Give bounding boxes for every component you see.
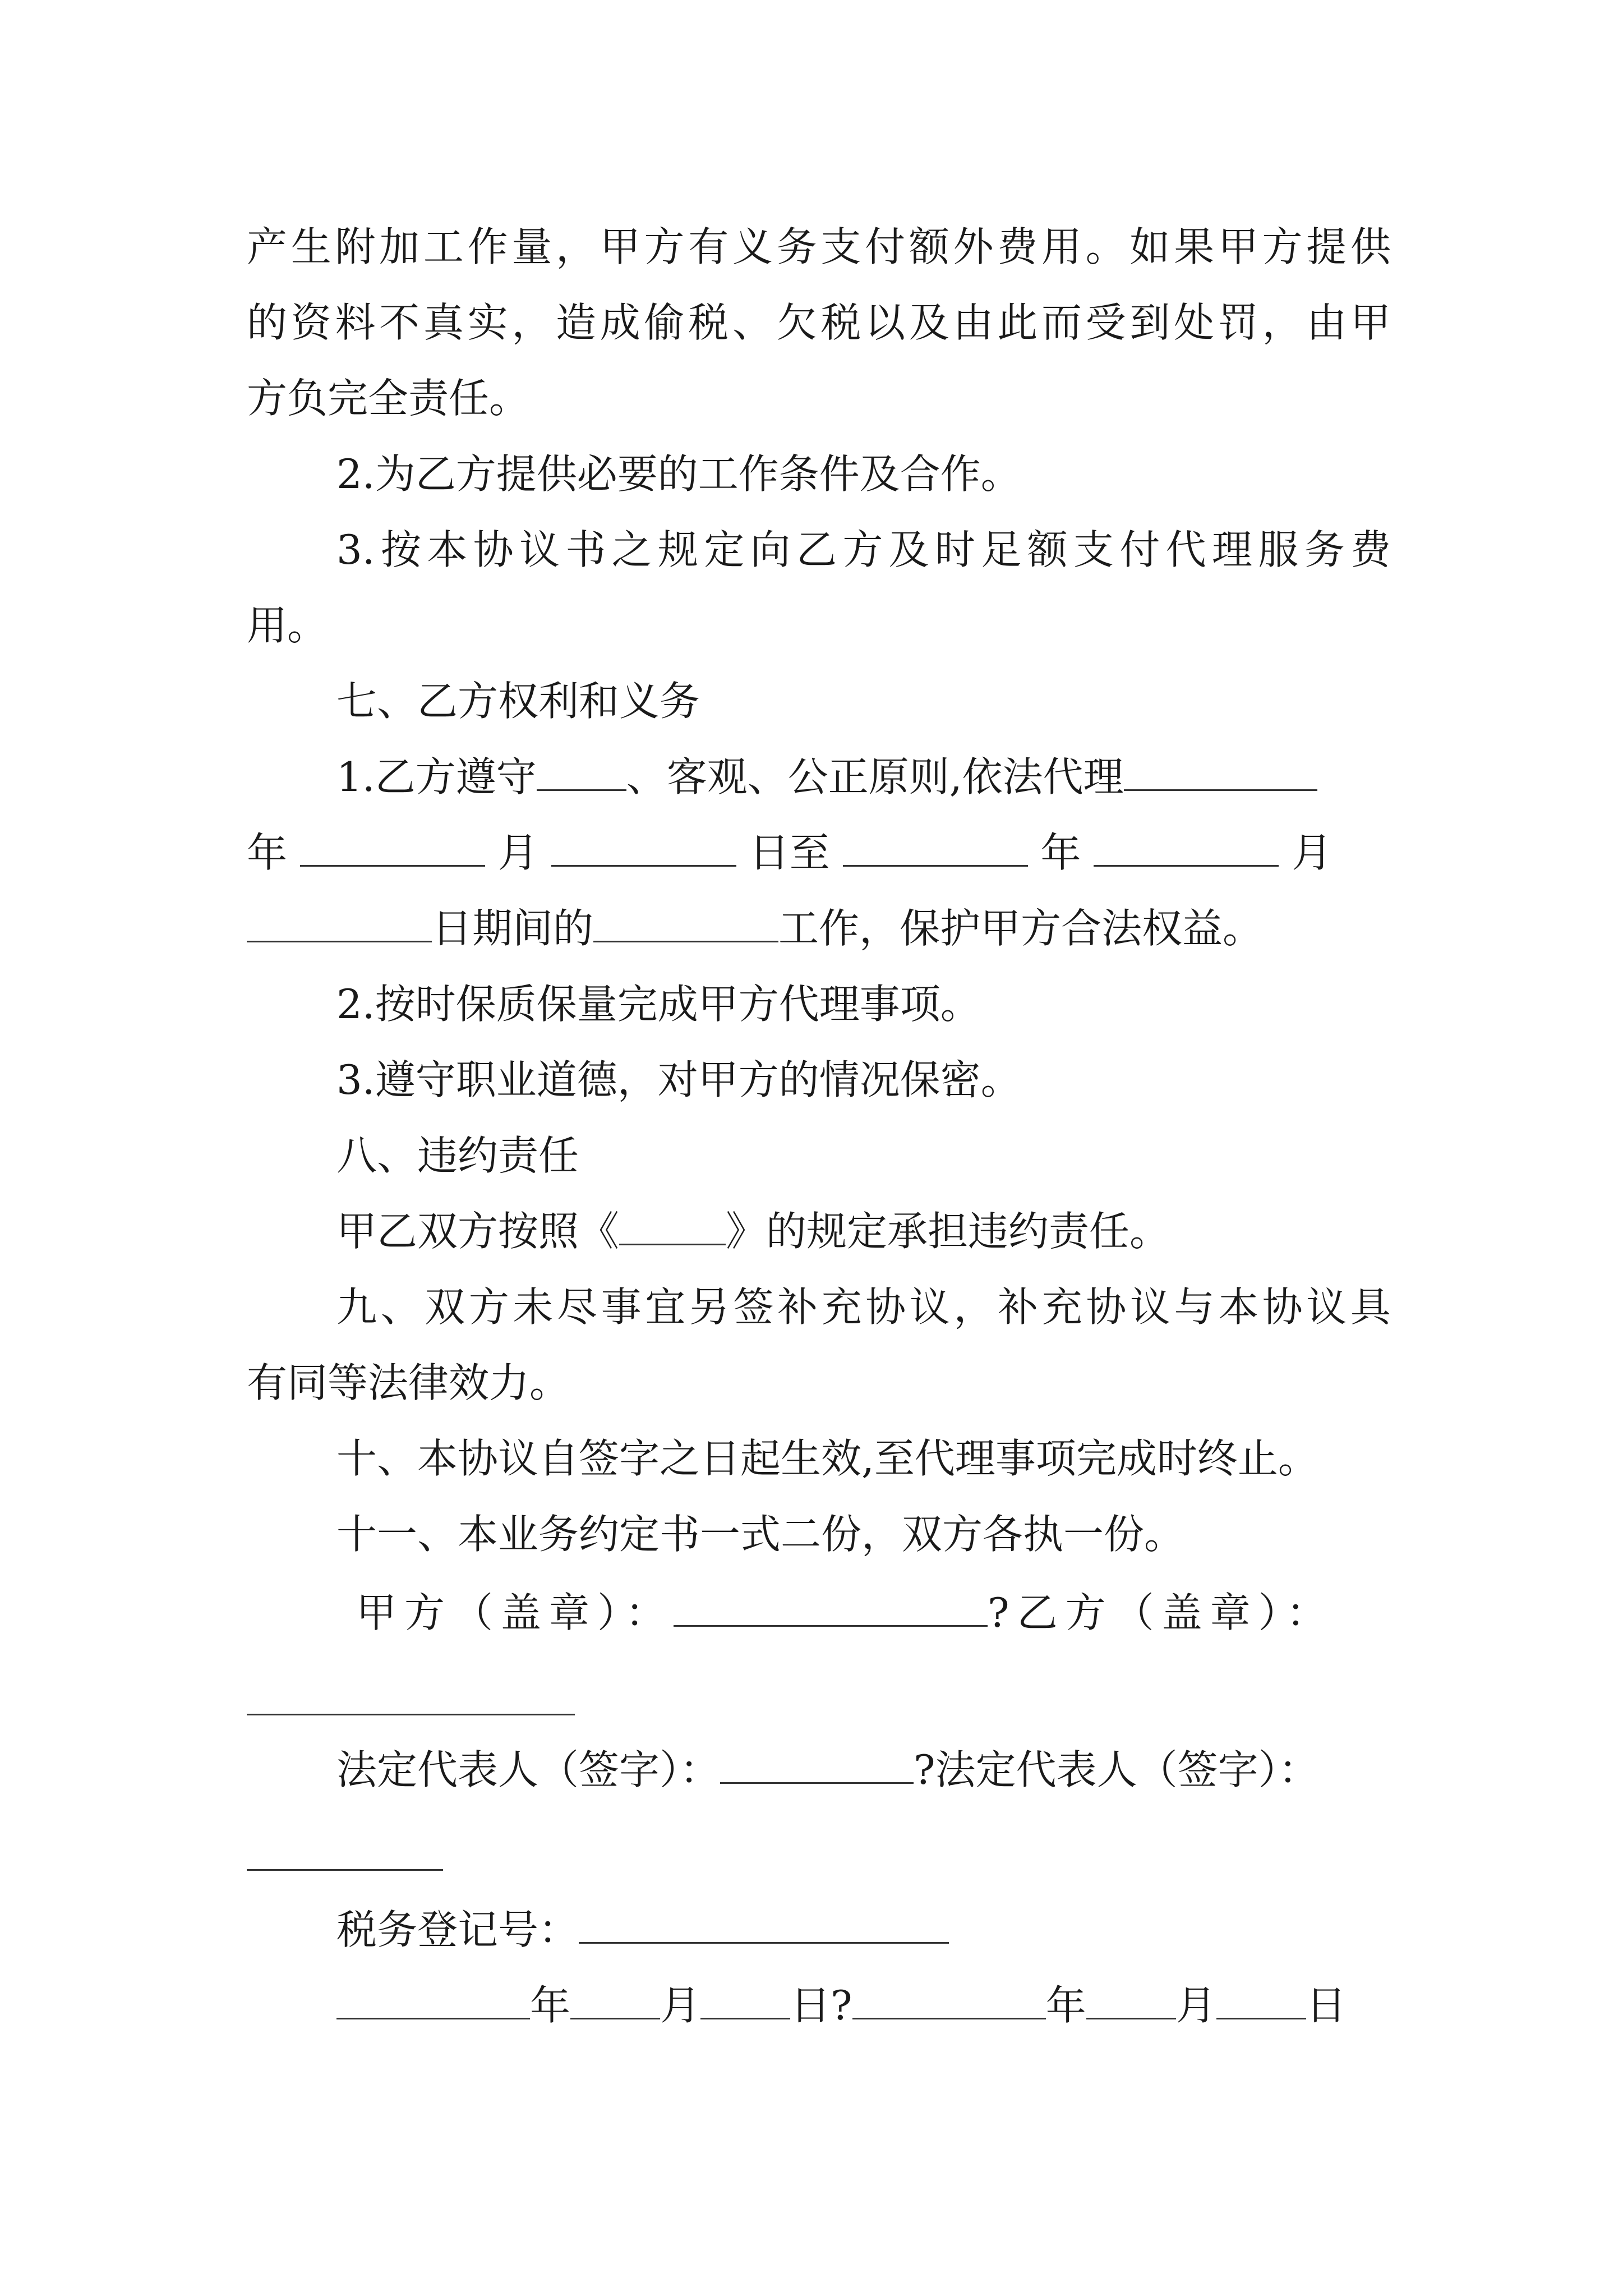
paragraph-line: 产生附加工作量，甲方有义务支付额外费用。如果甲方提供 bbox=[247, 223, 1391, 270]
year-label: 年 bbox=[1040, 829, 1081, 876]
clause-3-line: 3.按本协议书之规定向乙方及时足额支付代理服务费 bbox=[336, 526, 1391, 573]
blank-month-field[interactable] bbox=[551, 830, 736, 867]
blank-field[interactable] bbox=[1124, 754, 1317, 791]
clause-text: 》的规定承担违约责任。 bbox=[726, 1208, 1170, 1255]
party-b-seal-field[interactable] bbox=[247, 1714, 575, 1715]
date-month-field[interactable] bbox=[570, 1983, 660, 2019]
blank-year-field[interactable] bbox=[300, 830, 485, 867]
blank-month-field[interactable] bbox=[1094, 830, 1279, 867]
clause-text: 日期间的 bbox=[432, 905, 594, 952]
year-label: 年 bbox=[247, 829, 288, 876]
clause-2: 2.为乙方提供必要的工作条件及合作。 bbox=[336, 450, 1021, 498]
rep-b-signature-field[interactable] bbox=[247, 1869, 443, 1871]
clause-7-3: 3.遵守职业道德，对甲方的情况保密。 bbox=[336, 1056, 1021, 1103]
rep-a-label: 法定代表人（签字）： bbox=[336, 1746, 721, 1793]
section-heading-7: 七、乙方权利和义务 bbox=[336, 678, 700, 725]
tax-no-label: 税务登记号： bbox=[336, 1906, 579, 1953]
tax-no-field[interactable] bbox=[579, 1907, 949, 1944]
party-a-seal-field[interactable] bbox=[674, 1590, 988, 1627]
blank-law-field[interactable] bbox=[619, 1209, 726, 1245]
section-10: 十、本协议自签字之日起生效,至代理事项完成时终止。 bbox=[336, 1435, 1318, 1482]
section-heading-8: 八、违约责任 bbox=[336, 1132, 579, 1179]
date-line bbox=[336, 1980, 1391, 2031]
date-day-field[interactable] bbox=[700, 1983, 790, 2019]
clause-3-line: 用。 bbox=[247, 602, 328, 649]
section-9-line: 九、双方未尽事宜另签补充协议，补充协议与本协议具 bbox=[336, 1283, 1391, 1331]
clause-7-2: 2.按时保质保量完成甲方代理事项。 bbox=[336, 981, 981, 1028]
rep-b-label: ?法定代表人（签字）： bbox=[914, 1746, 1319, 1793]
clause-7-1-line bbox=[247, 903, 1391, 954]
clause-text: 、客观、公正原则,依法代理 bbox=[626, 753, 1124, 800]
paragraph-line: 的资料不真实，造成偷税、欠税以及由此而受到处罚，由甲 bbox=[247, 299, 1391, 346]
blank-field[interactable] bbox=[537, 754, 626, 791]
seal-line bbox=[356, 1588, 1410, 1638]
blank-day-field[interactable] bbox=[247, 906, 432, 942]
rep-a-signature-field[interactable] bbox=[720, 1747, 914, 1784]
date-year-field[interactable] bbox=[852, 1983, 1046, 2019]
clause-7-1-line bbox=[247, 827, 1391, 878]
blank-field[interactable] bbox=[593, 906, 778, 942]
clause-text: 1.乙方遵守 bbox=[336, 753, 537, 800]
representative-line bbox=[336, 1745, 1391, 1795]
day-label: 日? bbox=[790, 1982, 852, 2029]
clause-text: 甲乙双方按照《 bbox=[336, 1208, 620, 1255]
blank-year-field[interactable] bbox=[843, 830, 1028, 867]
date-year-field[interactable] bbox=[336, 1983, 530, 2019]
day-label: 日 bbox=[1306, 1982, 1347, 2029]
paragraph-line: 方负完全责任。 bbox=[247, 375, 530, 422]
month-label: 月 bbox=[660, 1982, 701, 2029]
clause-text: 工作，保护甲方合法权益。 bbox=[778, 905, 1264, 952]
tax-registration-line bbox=[336, 1904, 1391, 1955]
section-9-line: 有同等法律效力。 bbox=[247, 1359, 570, 1406]
section-11: 十一、本业务约定书一式二份，双方各执一份。 bbox=[336, 1511, 1185, 1558]
day-to-label: 日至 bbox=[749, 829, 830, 876]
year-label: 年 bbox=[530, 1982, 571, 2029]
party-a-seal-label: 甲方（盖章）： bbox=[356, 1589, 674, 1636]
month-label: 月 bbox=[497, 829, 538, 876]
year-label: 年 bbox=[1045, 1982, 1086, 2029]
month-label: 月 bbox=[1292, 829, 1332, 876]
party-b-seal-label: ?乙方（盖章）： bbox=[988, 1589, 1335, 1636]
clause-8-line bbox=[336, 1206, 1391, 1257]
date-month-field[interactable] bbox=[1086, 1983, 1176, 2019]
month-label: 月 bbox=[1175, 1982, 1216, 2029]
clause-7-1-line bbox=[336, 752, 1391, 802]
date-day-field[interactable] bbox=[1216, 1983, 1306, 2019]
